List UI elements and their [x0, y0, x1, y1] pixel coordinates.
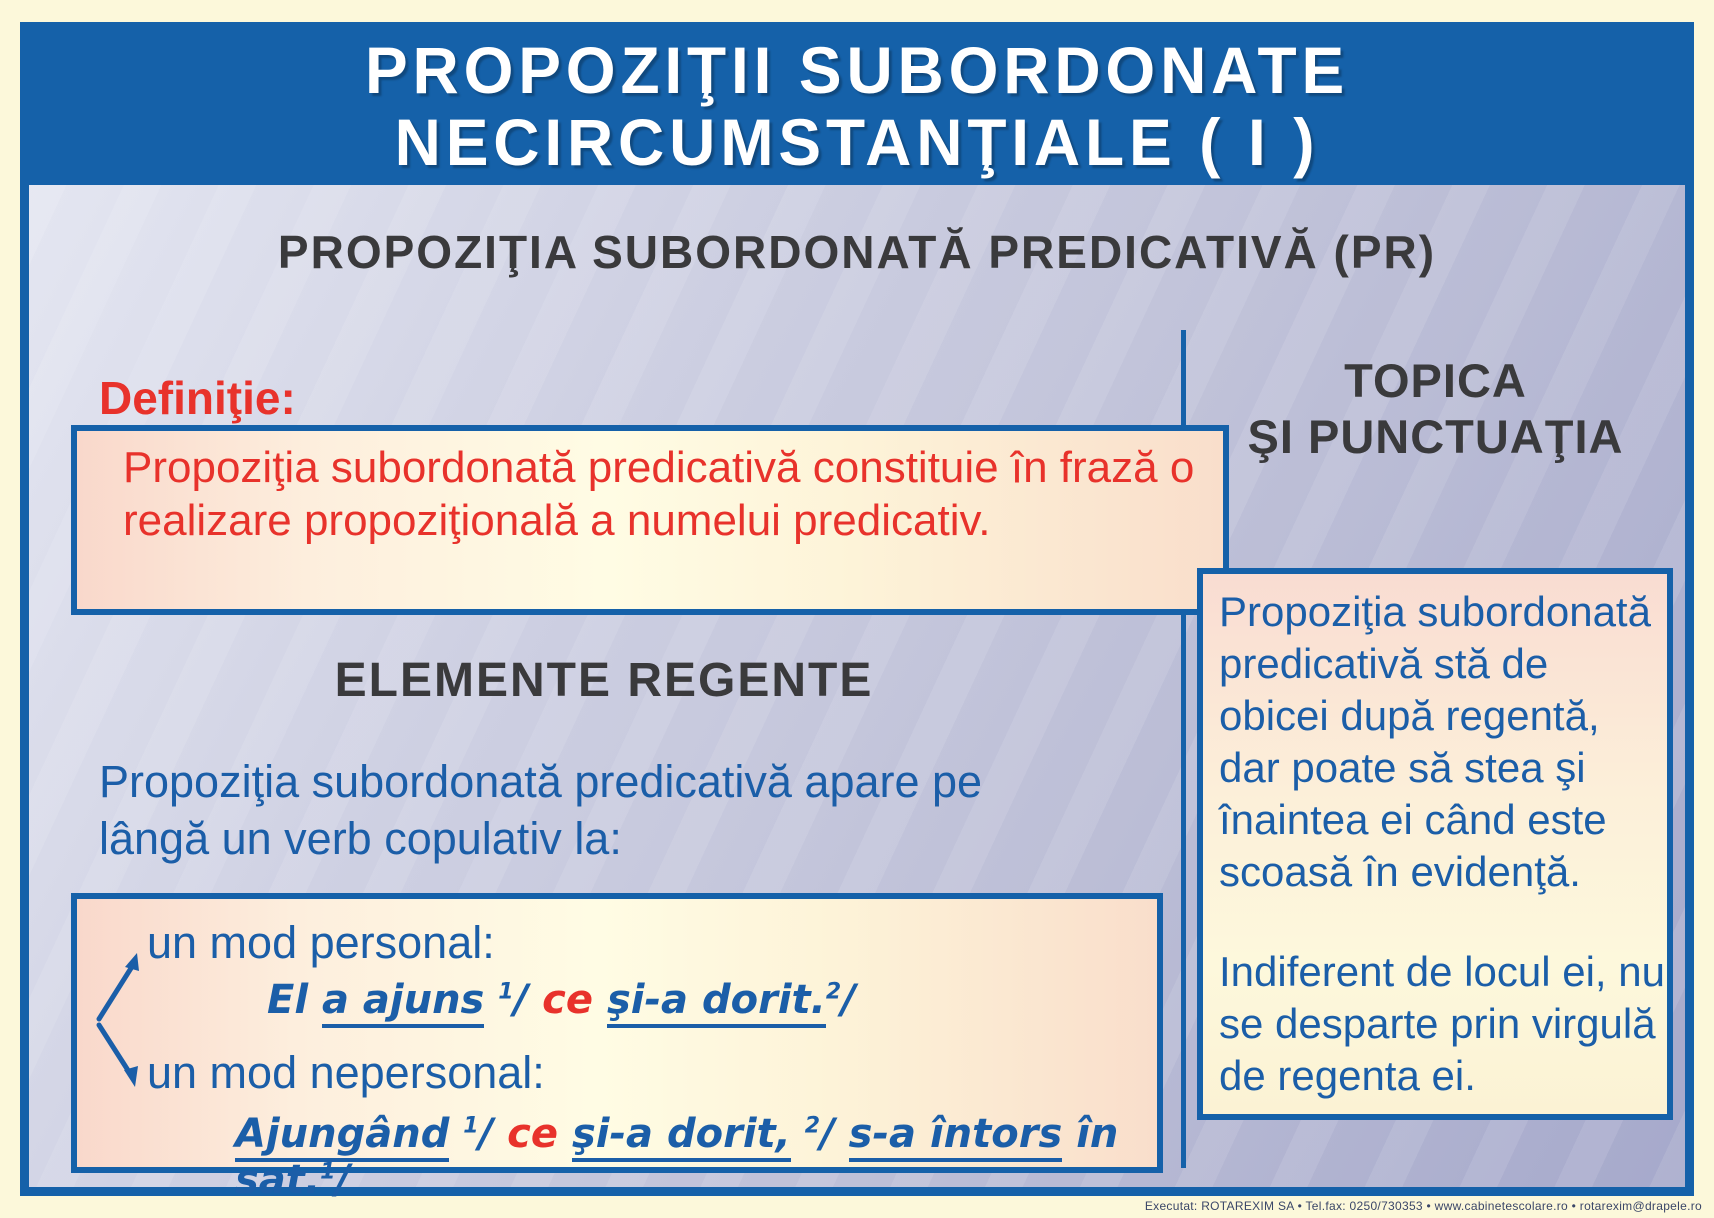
definition-label: Definiţie: [99, 372, 296, 424]
section-subtitle: PROPOZIŢIA SUBORDONATĂ PREDICATIVĂ (PR) [277, 226, 1437, 278]
topica-box [1197, 568, 1673, 1120]
topica-paragraph-1: Propoziţia subordonată predicativă stă de obicei după regentă, dar poate să stea şi înaintea ei când este scoasă în evidenţă. [1219, 588, 1651, 895]
regents-intro-line1: Propoziţia subordonată predicativă apare pe [99, 756, 983, 807]
regents-intro-line2: lângă un verb copulativ la: [99, 813, 622, 864]
example-nepersonal: Ajungând $^1$/ ce şi-a dorit, $^2$/ s-a întors în sat.$^1$/ [235, 1111, 1119, 1203]
definition-text: Propoziţia subordonată predicativă constituie în frază o realizare propoziţională a numelui predicativ. [123, 443, 1195, 545]
regents-heading: ELEMENTE REGENTE [334, 654, 874, 707]
examples-box [71, 893, 1163, 1203]
topica-paragraph-2: Indiferent de locul ei, nu se desparte prin virgulă de regenta ei. [1219, 948, 1665, 1099]
main-plate [20, 22, 1694, 1203]
topica-heading-line1: TOPICA [1344, 354, 1527, 407]
poster-title-line2: NECIRCUMSTANŢIALE ( I ) [394, 105, 1320, 179]
topica-heading [1186, 353, 1685, 465]
content-area [29, 185, 1685, 1203]
definition-box [71, 425, 1229, 615]
branch-arrows-icon [85, 947, 149, 1097]
title-band [20, 22, 1694, 185]
mode-personal-label: un mod personal: [147, 917, 495, 968]
mode-nepersonal-label: un mod nepersonal: [147, 1047, 545, 1098]
publisher-credit: Executat: ROTAREXIM SA • Tel.fax: 0250/730353 • www.cabinetescolare.ro • rotarexim@drapele.ro [1144, 1199, 1702, 1213]
poster-title-line1: PROPOZIŢII SUBORDONATE [364, 33, 1350, 107]
topica-heading-line2: ŞI PUNCTUAŢIA [1247, 410, 1624, 463]
regents-intro [99, 753, 982, 867]
example-personal: El a ajuns $^1$/ ce şi-a dorit.$^2$/ [267, 977, 856, 1023]
